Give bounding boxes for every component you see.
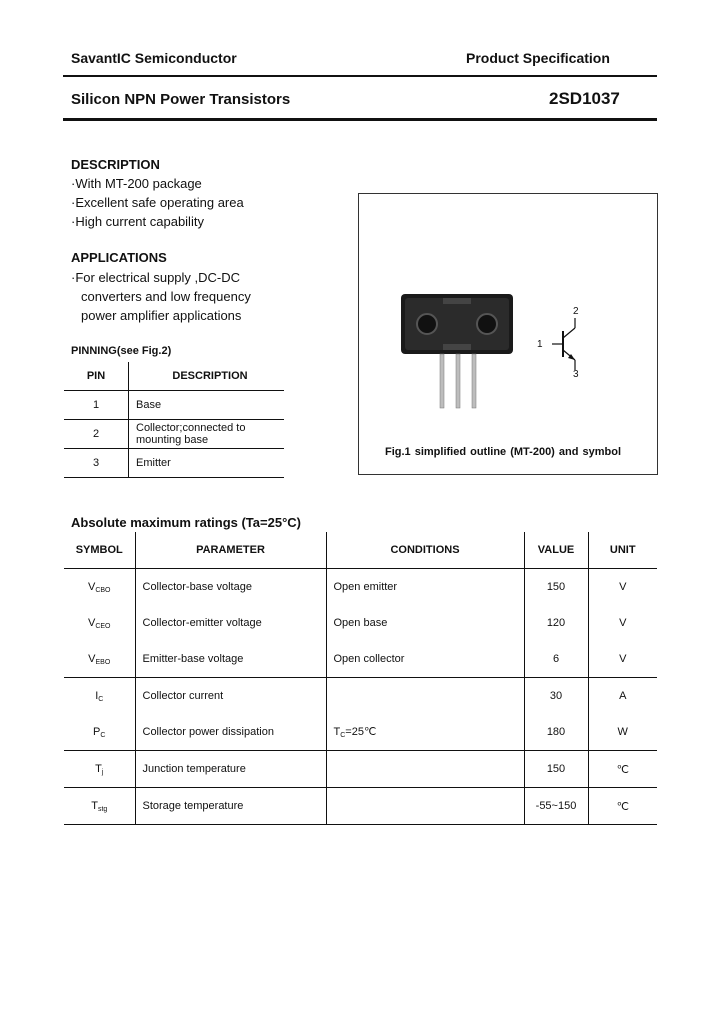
pin-description: Base — [136, 399, 162, 411]
table-row — [64, 449, 284, 478]
unit-cell: W — [617, 726, 628, 738]
symbol-subscript: stg — [97, 805, 108, 813]
unit-cell: ℃ — [616, 800, 629, 813]
header-rule-bottom — [63, 118, 657, 121]
parameter-cell: Collector current — [135, 678, 326, 715]
pin-description: Collector;connected to mounting base — [136, 422, 246, 446]
pin-description: Emitter — [136, 457, 171, 469]
unit-cell: V — [619, 653, 627, 665]
figure-box — [358, 193, 658, 475]
value-cell: 120 — [524, 605, 588, 641]
applications-line: converters and low frequency — [81, 289, 251, 304]
value-cell: 180 — [524, 714, 588, 751]
symbol-letter: V — [87, 616, 96, 629]
value-cell: 150 — [524, 751, 588, 788]
company-name: SavantIC Semiconductor — [71, 50, 237, 66]
symbol-cell — [64, 751, 135, 788]
pinning-table — [64, 362, 284, 478]
conditions-cell: Open collector — [326, 641, 524, 678]
table-row — [64, 391, 284, 420]
symbol-subscript: EBO — [95, 658, 111, 666]
symbol-subscript: CEO — [95, 622, 111, 630]
value-cell: 6 — [524, 641, 588, 678]
symbol-cell — [64, 569, 135, 606]
condition-letter: T — [333, 726, 341, 738]
conditions-cell — [326, 678, 524, 715]
symbol-letter: I — [95, 689, 99, 702]
conditions-cell — [326, 751, 524, 788]
table-row — [64, 569, 657, 606]
applications-line: power amplifier applications — [81, 308, 242, 323]
symbol-letter: V — [87, 580, 96, 593]
parameter-cell: Storage temperature — [135, 788, 326, 825]
table-row — [64, 714, 657, 751]
applications-title: APPLICATIONS — [71, 250, 167, 265]
conditions-cell: Open base — [326, 605, 524, 641]
condition-subscript: C — [340, 732, 346, 739]
figure-caption: Fig.1 simplified outline (MT-200) and symbol — [385, 446, 622, 458]
ratings-table — [64, 532, 657, 825]
symbol-letter: V — [88, 652, 96, 665]
table-row — [64, 420, 284, 449]
parameter-cell: Junction temperature — [135, 751, 326, 788]
description-item: ·High current capability — [71, 214, 204, 229]
unit-cell: V — [619, 617, 627, 629]
parameter-cell: Collector-base voltage — [135, 569, 326, 606]
symbol-cell — [64, 641, 135, 678]
symbol-subscript: C — [100, 731, 106, 739]
pin-number: 2 — [64, 420, 129, 449]
pin-number: 3 — [64, 449, 129, 478]
symbol-label-collector: 2 — [573, 306, 579, 317]
pin-header: PIN — [64, 362, 129, 391]
pin-number: 1 — [64, 391, 129, 420]
symbol-label-base: 1 — [537, 339, 543, 350]
symbol-letter: T — [95, 762, 102, 775]
table-row — [64, 678, 657, 715]
pin-description-header: DESCRIPTION — [172, 370, 248, 382]
applications-line: ·For electrical supply ,DC-DC — [71, 270, 241, 285]
value-cell: 150 — [524, 569, 588, 606]
symbol-cell — [64, 788, 135, 825]
symbol-header: SYMBOL — [64, 532, 135, 569]
parameter-header: PARAMETER — [135, 532, 326, 569]
description-item: ·Excellent safe operating area — [71, 195, 244, 210]
conditions-cell — [326, 714, 524, 751]
symbol-cell — [64, 678, 135, 715]
symbol-subscript: j — [101, 768, 104, 776]
part-number: 2SD1037 — [549, 89, 620, 108]
unit-header: UNIT — [609, 544, 636, 556]
product-line: Silicon NPN Power Transistors — [71, 91, 291, 108]
parameter-cell: Collector power dissipation — [135, 714, 326, 751]
unit-cell: A — [619, 690, 627, 702]
symbol-subscript: CBO — [95, 586, 111, 594]
conditions-header: CONDITIONS — [326, 532, 524, 569]
symbol-cell — [64, 714, 135, 751]
symbol-cell — [64, 605, 135, 641]
table-row — [64, 605, 657, 641]
unit-cell: ℃ — [616, 763, 629, 776]
parameter-cell: Collector-emitter voltage — [135, 605, 326, 641]
table-row — [64, 788, 657, 825]
symbol-label-emitter: 3 — [573, 369, 579, 380]
parameter-cell: Emitter-base voltage — [135, 641, 326, 678]
symbol-subscript: C — [98, 695, 104, 703]
description-title: DESCRIPTION — [71, 157, 160, 172]
conditions-cell: Open emitter — [326, 569, 524, 606]
ratings-title: Absolute maximum ratings (Ta=25°C) — [71, 515, 301, 530]
symbol-letter: T — [91, 799, 98, 812]
description-item: ·With MT-200 package — [71, 176, 202, 191]
transistor-outline-image — [359, 194, 657, 474]
header-rule-top — [63, 75, 657, 77]
symbol-letter: P — [93, 725, 101, 738]
doc-type: Product Specification — [466, 50, 610, 66]
value-cell: 30 — [524, 678, 588, 715]
table-row — [64, 641, 657, 678]
table-row — [64, 751, 657, 788]
condition-rest: =25℃ — [345, 726, 377, 738]
value-header: VALUE — [524, 532, 588, 569]
conditions-cell — [326, 788, 524, 825]
pinning-title: PINNING(see Fig.2) — [71, 345, 172, 357]
unit-cell: V — [619, 581, 627, 593]
value-cell: -55~150 — [524, 788, 588, 825]
